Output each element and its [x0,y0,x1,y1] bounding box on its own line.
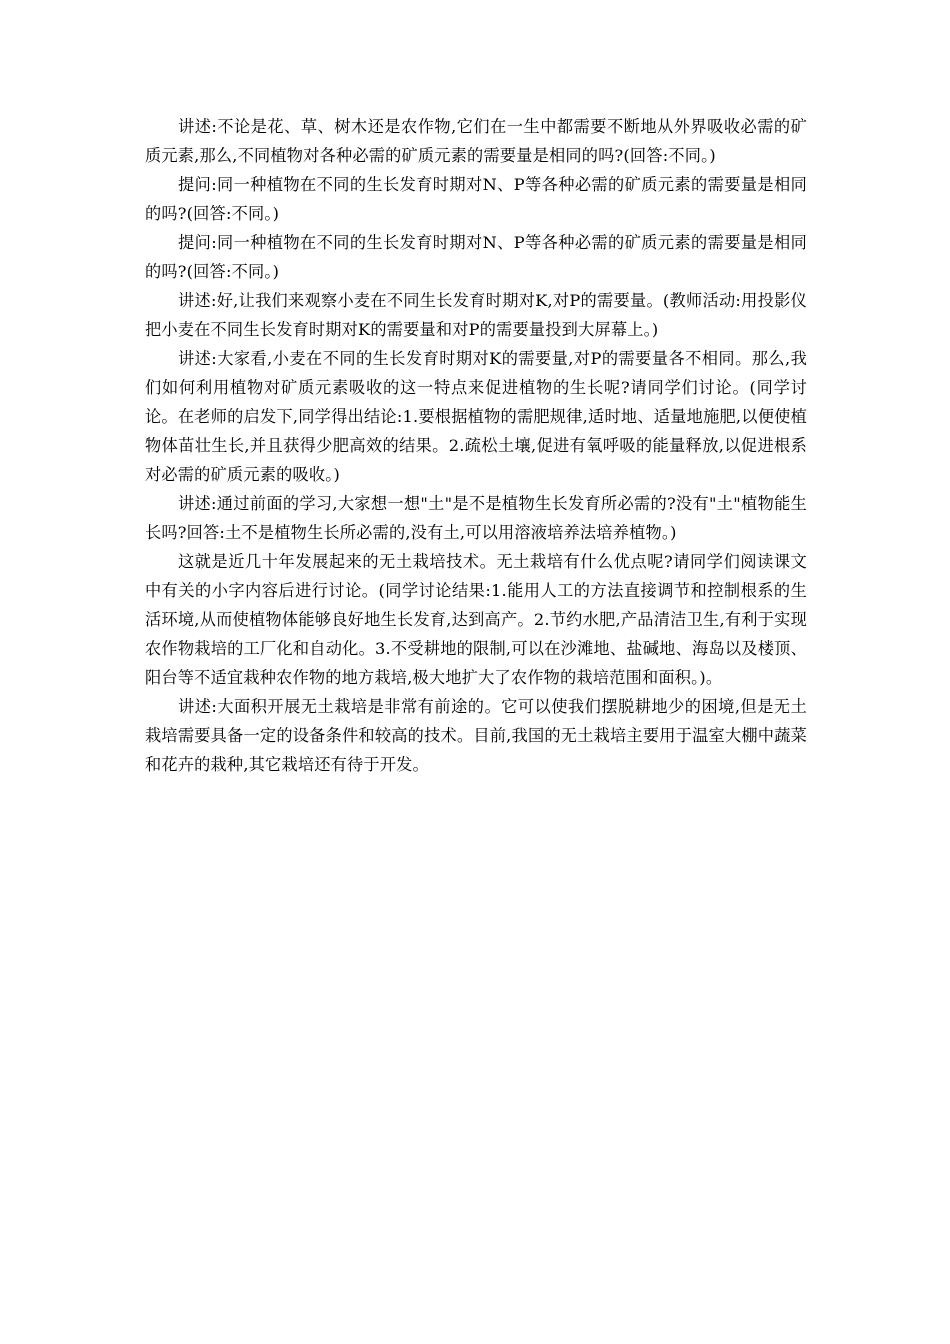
paragraph: 讲述:好,让我们来观察小麦在不同生长发育时期对K,对P的需要量。(教师活动:用投影仪把小麦在不同生长发育时期对K的需要量和对P的需要量投到大屏幕上。) [145,291,807,339]
paragraph: 这就是近几十年发展起来的无土栽培技术。无土栽培有什么优点呢?请同学们阅读课文中有关的小字内容后进行讨论。(同学讨论结果:1.能用人工的方法直接调节和控制根系的生活环境,从而使植物体能够良好地生长发育,达到高产。2.节约水肥,产品清洁卫生,有利于实现农作物栽培的工厂化和自动化。3.不受耕地的限制,可以在沙滩地、盐碱地、海岛以及楼顶、阳台等不适宜栽种农作物的地方栽培,极大地扩大了农作物的栽培范围和面积。)。 [145,552,807,687]
paragraph: 讲述:大家看,小麦在不同的生长发育时期对K的需要量,对P的需要量各不相同。那么,我们如何利用植物对矿质元素吸收的这一特点来促进植物的生长呢?请同学们讨论。(同学讨论。在老师的启发下,同学得出结论:1.要根据植物的需肥规律,适时地、适量地施肥,以便使植物体苗壮生长,并且获得少肥高效的结果。2.疏松土壤,促进有氧呼吸的能量释放,以促进根系对必需的矿质元素的吸收。) [145,349,807,484]
paragraph: 讲述:通过前面的学习,大家想一想"土"是不是植物生长发育所必需的?没有"土"植物能生长吗?回答:土不是植物生长所必需的,没有土,可以用溶液培养法培养植物。) [145,494,807,542]
paragraph: 提问:同一种植物在不同的生长发育时期对N、P等各种必需的矿质元素的需要量是相同的吗?(回答:不同。) [145,175,807,223]
paragraph: 讲述:不论是花、草、树木还是农作物,它们在一生中都需要不断地从外界吸收必需的矿质元素,那么,不同植物对各种必需的矿质元素的需要量是相同的吗?(回答:不同。) [145,117,807,165]
paragraph: 讲述:大面积开展无土栽培是非常有前途的。它可以使我们摆脱耕地少的困境,但是无土栽培需要具备一定的设备条件和较高的技术。目前,我国的无土栽培主要用于温室大棚中蔬菜和花卉的栽种,其它栽培还有待于开发。 [145,697,807,774]
document-body [145,112,807,779]
paragraph: 提问:同一种植物在不同的生长发育时期对N、P等各种必需的矿质元素的需要量是相同的吗?(回答:不同。) [145,233,807,281]
